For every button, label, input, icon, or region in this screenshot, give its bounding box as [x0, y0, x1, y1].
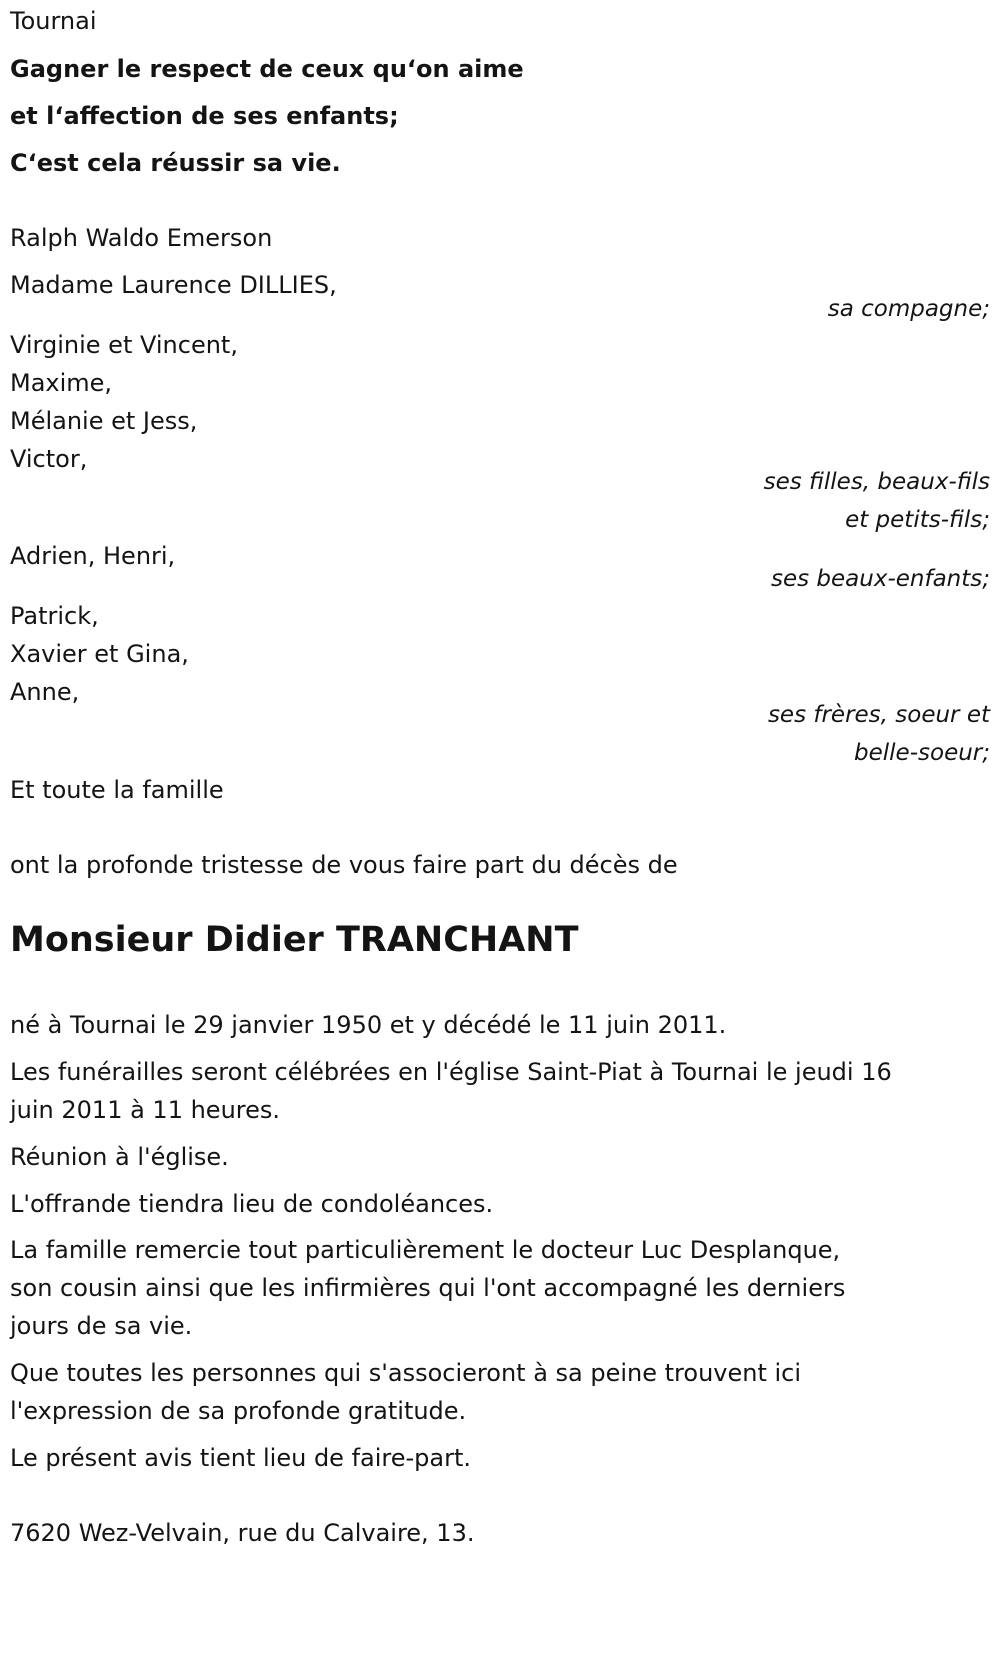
announcement-intro: ont la profonde tristesse de vous faire part du décès de	[10, 851, 678, 879]
whole-family: Et toute la famille	[10, 776, 224, 804]
notice: Le présent avis tient lieu de faire-part.	[10, 1444, 472, 1472]
gratitude-line-1: Que toutes les personnes qui s'associeront à sa peine trouvent ici	[10, 1359, 802, 1387]
funeral-line-2: juin 2011 à 11 heures.	[10, 1096, 281, 1124]
quote-author: Ralph Waldo Emerson	[10, 224, 273, 252]
daughter-line-2: Maxime,	[10, 369, 113, 397]
offering: L'offrande tiendra lieu de condoléances.	[10, 1190, 494, 1218]
quote-line-2: et l‘affection de ses enfants;	[10, 102, 399, 130]
funeral-line-1: Les funérailles seront célébrées en l'église Saint-Piat à Tournai le jeudi 16	[10, 1058, 892, 1086]
address: 7620 Wez-Velvain, rue du Calvaire, 13.	[10, 1519, 475, 1547]
gratitude-line-2: l'expression de sa profonde gratitude.	[10, 1397, 467, 1425]
sibling-line-1: Patrick,	[10, 602, 99, 630]
stepchildren-names: Adrien, Henri,	[10, 542, 176, 570]
location: Tournai	[10, 7, 97, 35]
daughters-relation-line-1: ses filles, beaux-fils	[763, 469, 990, 495]
meeting: Réunion à l'église.	[10, 1143, 229, 1171]
daughters-relation-line-2: et petits-fils;	[845, 507, 990, 533]
companion-name: Madame Laurence DILLIES,	[10, 271, 337, 299]
thanks-line-2: son cousin ainsi que les infirmières qui l'ont accompagné les derniers	[10, 1274, 846, 1302]
sibling-line-2: Xavier et Gina,	[10, 640, 189, 668]
siblings-relation-line-2: belle-soeur;	[854, 740, 990, 766]
stepchildren-relation: ses beaux-enfants;	[770, 566, 990, 592]
thanks-line-3: jours de sa vie.	[10, 1312, 193, 1340]
daughter-line-3: Mélanie et Jess,	[10, 407, 198, 435]
siblings-relation-line-1: ses frères, soeur et	[767, 702, 990, 728]
quote-line-3: C‘est cela réussir sa vie.	[10, 149, 341, 177]
daughter-line-4: Victor,	[10, 445, 88, 473]
deceased-name: Monsieur Didier TRANCHANT	[10, 920, 579, 960]
quote-line-1: Gagner le respect de ceux qu‘on aime	[10, 55, 524, 83]
birth-death: né à Tournai le 29 janvier 1950 et y décédé le 11 juin 2011.	[10, 1011, 727, 1039]
sibling-line-3: Anne,	[10, 678, 80, 706]
companion-relation: sa compagne;	[827, 296, 990, 322]
daughter-line-1: Virginie et Vincent,	[10, 331, 238, 359]
thanks-line-1: La famille remercie tout particulièrement le docteur Luc Desplanque,	[10, 1236, 841, 1264]
